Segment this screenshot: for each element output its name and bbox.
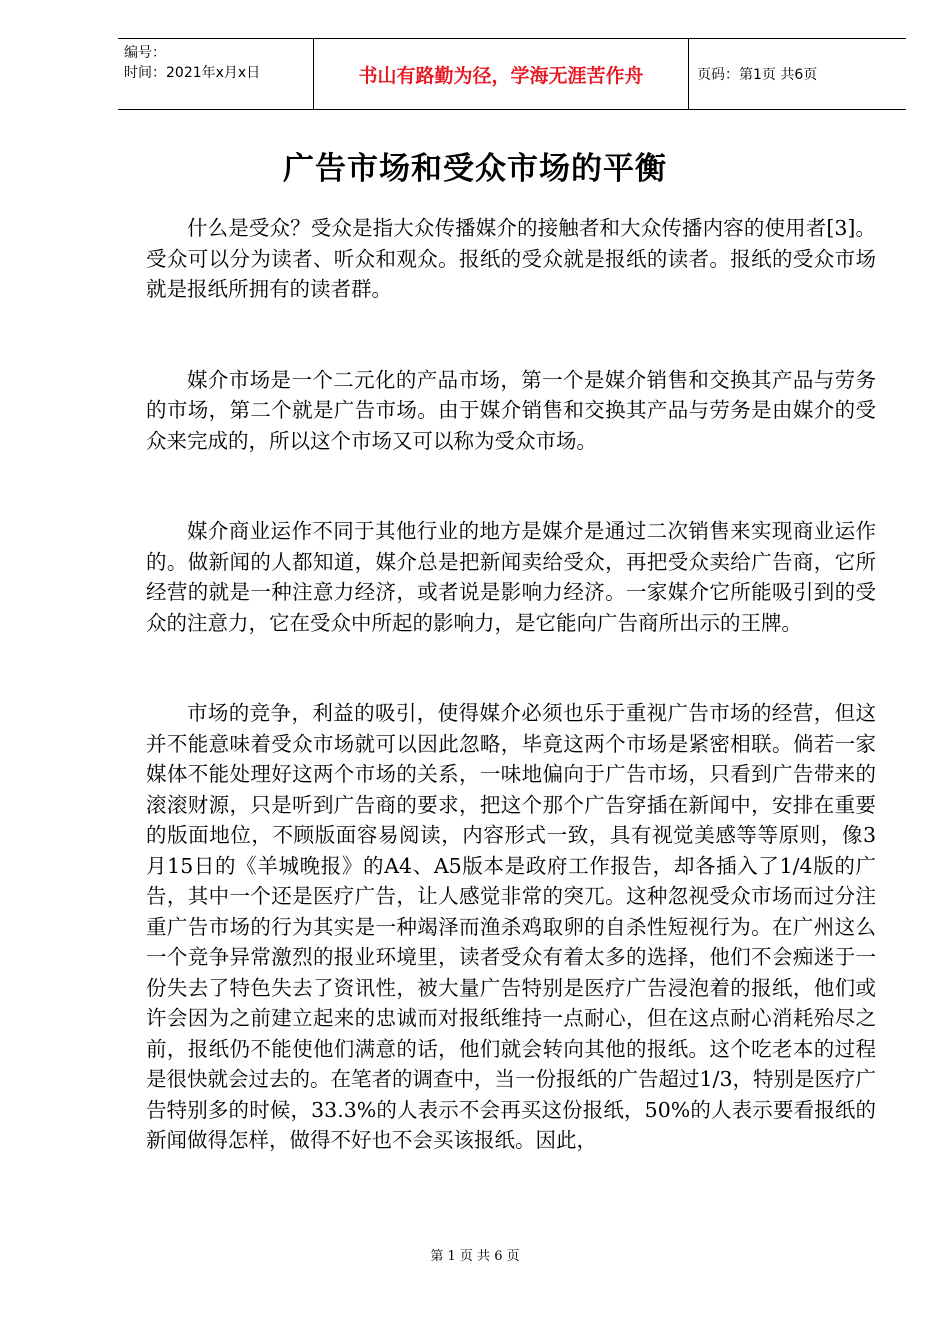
- document-time-label: 时间：2021年x月x日: [124, 65, 261, 81]
- paragraph: 媒介市场是一个二元化的产品市场，第一个是媒介销售和交换其产品与劳务的市场，第二个就是广告市场。由于媒介销售和交换其产品与劳务是由媒介的受众来完成的，所以这个市场又可以称为受众市场。: [146, 367, 876, 453]
- paragraph: 什么是受众？受众是指大众传播媒介的接触者和大众传播内容的使用者[3]。受众可以分为读者、听众和观众。报纸的受众就是报纸的读者。报纸的受众市场就是报纸所拥有的读者群。: [146, 216, 876, 301]
- header-motto: 书山有路勤为径，学海无涯苦作舟: [314, 39, 689, 109]
- paragraph: 市场的竞争，利益的吸引，使得媒介必须也乐于重视广告市场的经营，但这并不能意味着受众市场就可以因此忽略，毕竟这两个市场是紧密相联。倘若一家媒体不能处理好这两个市场的关系，一味地偏向于广告市场，只看到广告带来的滚滚财源，只是听到广告商的要求，把这个那个广告穿插在新闻中，安排在重要的版面地位，不顾版面容易阅读，内容形式一致，具有视觉美感等等原则，像3月15日的《羊城晚报》的A4、A5版本是政府工作报告，却各插入了1/4版的广告，其中一个还是医疗广告，让人感觉非常的突兀。这种忽视受众市场而过分注重广告市场的行为其实是一种竭泽而渔杀鸡取卵的自杀性短视行为。在广州这么一个竞争异常激烈的报业环境里，读者受众有着太多的选择，他们不会痴迷于一份失去了特色失去了资讯性，被大量广告特别是医疗广告浸泡着的报纸，他们或许会因为之前建立起来的忠诚而对报纸维持一点耐心，但在这点耐心消耗殆尽之前，报纸仍不能使他们满意的话，他们就会转向其他的报纸。这个吃老本的过程是很快就会过去的。在笔者的调查中，当一份报纸的广告超过1/3，特别是医疗广告特别多的时候，33.3%的人表示不会再买这份报纸，50%的人表示要看报纸的新闻做得怎样，做得不好也不会买该报纸。因此，: [146, 701, 876, 1152]
- document-body: [146, 213, 876, 1156]
- page-footer: 第 1 页 共 6 页: [430, 1249, 520, 1264]
- header-page-info: 页码：第1页 共6页: [697, 67, 818, 83]
- page-header: [118, 38, 906, 110]
- paragraph: 媒介商业运作不同于其他行业的地方是媒介是通过二次销售来实现商业运作的。做新闻的人都知道，媒介总是把新闻卖给受众，再把受众卖给广告商，它所经营的就是一种注意力经济，或者说是影响力经济。一家媒介它所能吸引到的受众的注意力，它在受众中所起的影响力，是它能向广告商所出示的王牌。: [146, 519, 876, 635]
- document-number-label: 编号：: [124, 45, 166, 61]
- document-title: 广告市场和受众市场的平衡: [283, 151, 667, 187]
- header-meta: [118, 39, 314, 109]
